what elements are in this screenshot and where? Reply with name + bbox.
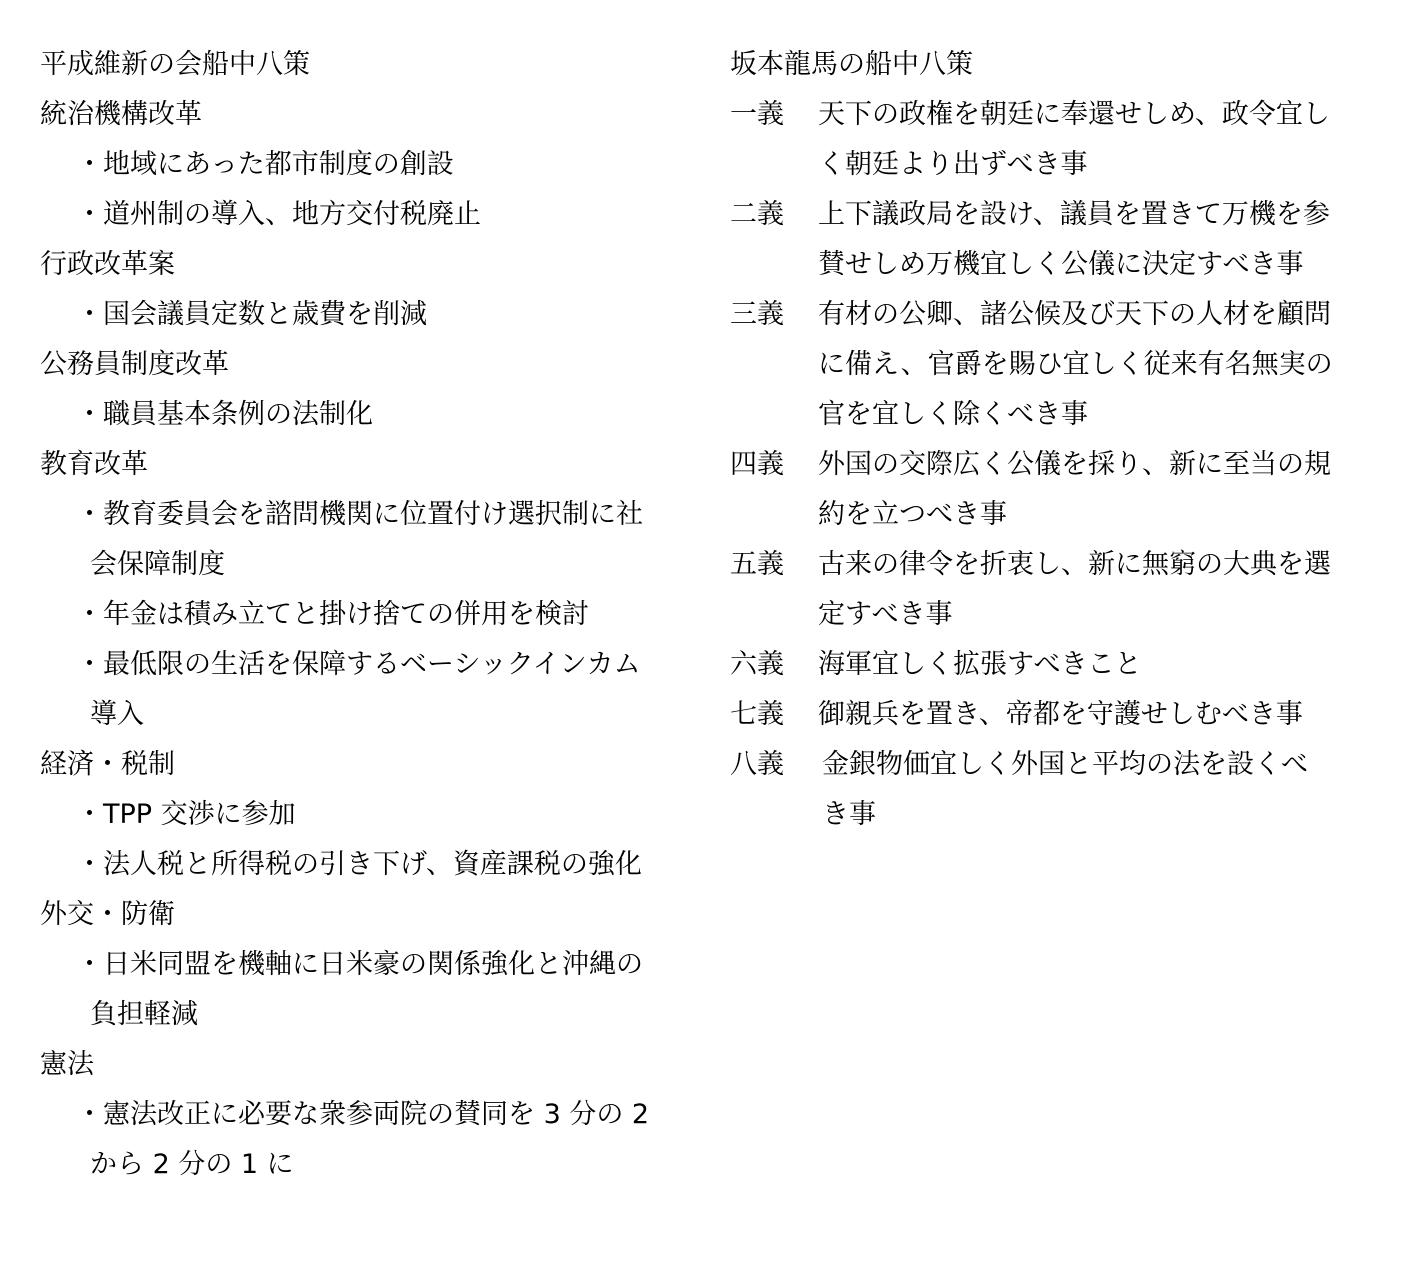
bullet-item: ・教育委員会を諮問機関に位置付け選択制に社 xyxy=(76,499,643,530)
article-line: 御親兵を置き、帝都を守護せしむべき事 xyxy=(818,699,1303,730)
article-4 xyxy=(730,440,1380,540)
article-line: 天下の政権を朝廷に奉還せしめ、政令宜し xyxy=(818,99,1330,130)
bullet-item: ・職員基本条例の法制化 xyxy=(76,399,373,430)
article-line: く朝廷より出ずべき事 xyxy=(818,149,1088,180)
article-6 xyxy=(730,640,1380,690)
article-8 xyxy=(730,740,1380,840)
section-heading: 経済・税制 xyxy=(40,749,175,780)
article-3 xyxy=(730,290,1380,440)
article-line: 上下議政局を設け、議員を置きて万機を参 xyxy=(818,199,1330,230)
article-label: 一義 xyxy=(730,99,784,130)
article-2 xyxy=(730,190,1380,290)
article-line: 古来の律令を折衷し、新に無窮の大典を選 xyxy=(818,549,1331,580)
article-line: 外国の交際広く公儀を採り、新に至当の規 xyxy=(818,449,1331,480)
article-text xyxy=(818,440,1380,540)
section-heading: 統治機構改革 xyxy=(40,99,202,130)
bullet-item-continuation: 負担軽減 xyxy=(90,999,198,1030)
article-line: 有材の公卿、諸公候及び天下の人材を顧問 xyxy=(818,299,1331,330)
bullet-item: ・道州制の導入、地方交付税廃止 xyxy=(76,199,481,230)
article-label: 五義 xyxy=(730,549,784,580)
article-text xyxy=(818,690,1380,740)
bullet-item-continuation: から 2 分の 1 に xyxy=(90,1149,294,1180)
article-line: 海軍宜しく拡張すべきこと xyxy=(818,649,1142,680)
section-heading: 外交・防衛 xyxy=(40,899,175,930)
article-line: に備え、官爵を賜ひ宜しく従来有名無実の xyxy=(818,349,1333,380)
article-text xyxy=(818,640,1380,690)
bullet-item-continuation: 導入 xyxy=(90,699,144,730)
section-heading: 行政改革案 xyxy=(40,249,175,280)
section-heading: 憲法 xyxy=(40,1049,94,1080)
bullet-item: ・TPP 交渉に参加 xyxy=(76,799,296,830)
bullet-item: ・日米同盟を機軸に日米豪の関係強化と沖縄の xyxy=(76,949,643,980)
article-label: 三義 xyxy=(730,299,784,330)
article-line: 定すべき事 xyxy=(818,599,953,630)
article-line: 約を立つべき事 xyxy=(818,499,1007,530)
right-column xyxy=(730,40,1380,840)
bullet-item: ・法人税と所得税の引き下げ、資産課税の強化 xyxy=(76,849,642,880)
article-line: 官を宜しく除くべき事 xyxy=(818,399,1088,430)
article-label: 四義 xyxy=(730,449,784,480)
article-label: 八義 xyxy=(730,749,784,780)
article-label: 七義 xyxy=(730,699,784,730)
bullet-item: ・憲法改正に必要な衆参両院の賛同を 3 分の 2 xyxy=(76,1099,650,1130)
article-line: 賛せしめ万機宜しく公儀に決定すべき事 xyxy=(818,249,1304,280)
article-text xyxy=(818,540,1380,640)
article-text xyxy=(818,90,1380,190)
article-text xyxy=(822,740,1380,840)
bullet-item: ・国会議員定数と歳費を削減 xyxy=(76,299,427,330)
bullet-item: ・最低限の生活を保障するベーシックインカム xyxy=(76,649,641,680)
section-heading: 教育改革 xyxy=(40,449,148,480)
article-1 xyxy=(730,90,1380,190)
article-5 xyxy=(730,540,1380,640)
left-column xyxy=(40,40,680,1190)
article-text xyxy=(818,290,1380,440)
bullet-item-continuation: 会保障制度 xyxy=(90,549,225,580)
article-line: き事 xyxy=(822,799,876,830)
article-7 xyxy=(730,690,1380,740)
article-text xyxy=(818,190,1380,290)
bullet-item: ・年金は積み立てと掛け捨ての併用を検討 xyxy=(76,599,589,630)
section-heading: 公務員制度改革 xyxy=(40,349,229,380)
right-title: 坂本龍馬の船中八策 xyxy=(730,49,973,80)
article-label: 六義 xyxy=(730,649,784,680)
article-label: 二義 xyxy=(730,199,784,230)
left-title: 平成維新の会船中八策 xyxy=(40,49,310,80)
article-line: 金銀物価宜しく外国と平均の法を設くべ xyxy=(822,749,1308,780)
bullet-item: ・地域にあった都市制度の創設 xyxy=(76,149,454,180)
